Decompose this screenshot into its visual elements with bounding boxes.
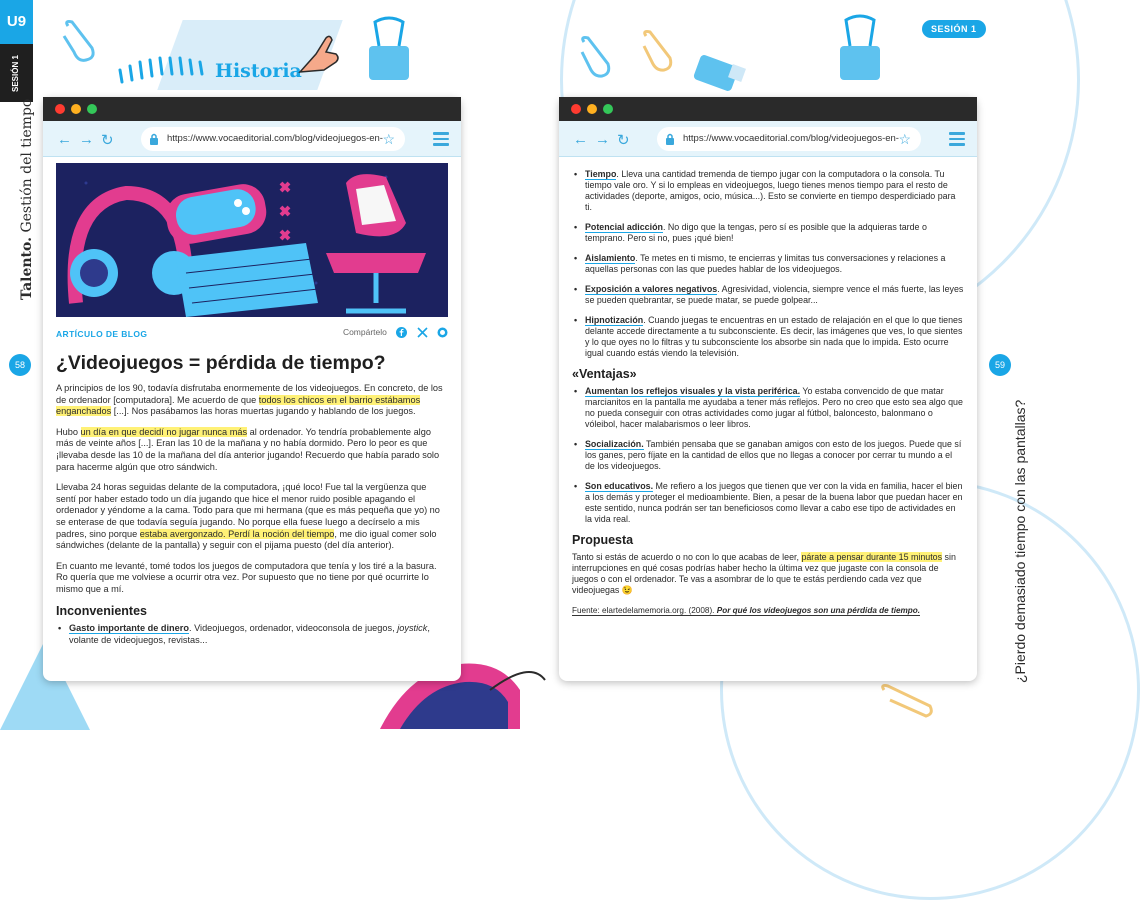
binder-clip-icon (835, 14, 885, 84)
right-side-title: ¿Pierdo demasiado tiempo con las pantallas? (1012, 399, 1028, 683)
list-item: • Gasto importante de dinero. Videojuegos, ordenador, videoconsola de juegos, joystick, volante de videojuegos, revistas... (56, 623, 448, 646)
dashes-decoration (118, 52, 208, 86)
highlighted-text: estaba avergonzado. Perdí la noción del tiempo (139, 528, 335, 539)
session-label: SESIÓN 1 (11, 55, 20, 92)
share-label: Compártelo (342, 327, 387, 337)
hero-illustration (56, 163, 448, 317)
reload-icon[interactable]: ↻ (101, 132, 114, 149)
highlighted-text: párate a pensar durante 15 minutos (801, 552, 943, 562)
list-item: • Exposición a valores negativos. Agresividad, violencia, siempre vence el más fuerte, las leyes se pueden quebrantar, se puede matar, se puede golpear... (572, 284, 964, 306)
close-dot[interactable] (55, 104, 65, 114)
highlighted-text: un día en que decidí no jugar nunca más (80, 426, 248, 437)
side-title-rest: Gestión del tiempo (19, 98, 35, 237)
article-paragraph: Llevaba 24 horas seguidas delante de la computadora, ¡qué loco! Fue tal la vergüenza que sentí por haber estado todo un día jugando que hice el menor ruido posible apagando el ordenador y yéndome a la cama. Todo para que mi hermana (que es más pequeña que yo) no se enterase de que todavía seguía jugando. No porque ella fuese luego a decírselo a mis padres, sino porque estaba avergonzado. Perdí la noción del tiempo, me dio igual comer solo sándwiches (delante de la pantalla) y seguir con el pijama puesto (del día anterior). (56, 482, 440, 551)
browser-window-right (559, 97, 977, 681)
propuesta-heading: Propuesta (572, 533, 634, 547)
list-item: • Tiempo. Lleva una cantidad tremenda de tiempo jugar con la computadora o la consola. Tu tiempo vale oro. Y si lo empleas en videojuegos, luego tienes menos tiempo para el resto de actividades (deporte, amigos, ocio, música...). Esto se convierte en tiempo desperdiciado para ti. (572, 169, 964, 213)
inconvenientes-list-continued (572, 169, 964, 359)
url-bar[interactable] (141, 127, 405, 151)
bookmark-star-icon[interactable]: ☆ (898, 131, 911, 147)
article-paragraph: A principios de los 90, todavía disfrutaba enormemente de los videojuegos. En concreto, de los de ordenador [computadora]. Me acuerdo de que todos los chicos en el barrio estábamos enganchados [...]. Nos pasábamos las horas muertas jugando y hablando de los juegos. (56, 383, 443, 417)
session-pill: SESIÓN 1 (922, 20, 986, 38)
pointing-hand-icon (296, 32, 342, 76)
browser-window-left (43, 97, 461, 681)
minimize-dot[interactable] (587, 104, 597, 114)
source-citation: Fuente: elartedelamemoria.org. (2008). Por qué los videojuegos son una pérdida de tiempo. (572, 606, 921, 615)
inconvenientes-heading: Inconvenientes (56, 603, 147, 618)
browser-titlebar (43, 97, 461, 121)
list-item: • Potencial adicción. No digo que la tengas, pero sí es posible que la adquieras tarde o temprano. Pero si no, pues ¡qué bien! (572, 222, 964, 244)
back-arrow-icon[interactable]: ← (573, 131, 588, 148)
paperclip-icon (60, 18, 100, 66)
list-item: • Socialización. También pensaba que se ganaban amigos con esto de los juegos. Puede que sí los ganes, pero fíjate en la cantidad de ellos que no llegas a conocer por cerrar tu mundo a el de los videojuegos. (572, 439, 964, 472)
session-strip (0, 44, 33, 102)
page-number-right: 59 (989, 354, 1011, 376)
lock-icon (149, 133, 159, 145)
paperclip-icon (880, 682, 936, 722)
lock-icon (665, 133, 675, 145)
gaming-setup-illustration (56, 163, 448, 317)
article-tag: ARTÍCULO DE BLOG (56, 329, 148, 339)
ventajas-list (572, 386, 964, 525)
forward-arrow-icon[interactable]: → (595, 131, 610, 148)
whatsapp-icon[interactable] (437, 327, 448, 338)
url-text: https://www.vocaeditorial.com/blog/videojuegos-en- (167, 133, 383, 144)
list-item: • Son educativos. Me refiero a los juegos que tienen que ver con la vida en familia, hacer el bien a los demás y proteger el medioambiente. Bien, a pesar de la buena labor que puedan hacer en este sentido, nunca podrán ser tan beneficiosos como llevar a cabo ese tipo de actividades en la vida real. (572, 481, 964, 525)
hamburger-menu-icon[interactable] (949, 132, 965, 146)
side-title (19, 99, 35, 300)
article-content (56, 163, 448, 655)
browser-titlebar (559, 97, 977, 121)
side-title-bold: Talento. (19, 237, 35, 300)
x-icon[interactable] (417, 327, 428, 338)
close-dot[interactable] (571, 104, 581, 114)
usb-drive-icon (690, 50, 750, 96)
share-row (343, 327, 448, 339)
browser-toolbar (43, 121, 461, 157)
propuesta-paragraph: Tanto si estás de acuerdo o no con lo que acabas de leer, párate a pensar durante 15 minutos sin interrupciones en qué cosas podrías haber hecho la última vez que jugaste con la consola de juegos o con el ordenador. Te vas a asombrar de lo que te estás perdiendo cada vez que videojuegas 😉 (572, 552, 956, 595)
list-item: • Hipnotización. Cuando juegas te encuentras en un estado de relajación en el que lo que tienes delante accede directamente a tu subconsciente. Es decir, las imágenes que ves, lo que sientes y lo que oyes no lo filtras y tu subconsciente los absorbe sin nada que lo impida. Esto ocurre igual cuando estás viendo la televisión. (572, 315, 964, 359)
article-meta (56, 325, 448, 345)
article-paragraph: Hubo un día en que decidí no jugar nunca más al ordenador. Yo tendría probablemente algo más de veinte años [...]. Eran las 10 de la mañana y no había dormido. Pero lo peor es que ¡llevaba desde las 10 de la mañana del día anterior jugando! Recuerdo que había parado solo para hacerme algún que otro sándwich. (56, 426, 440, 472)
maximize-dot[interactable] (603, 104, 613, 114)
maximize-dot[interactable] (87, 104, 97, 114)
reload-icon[interactable]: ↻ (617, 132, 630, 149)
ventajas-heading: «Ventajas» (572, 367, 637, 381)
url-text: https://www.vocaeditorial.com/blog/videojuegos-en- (683, 133, 899, 144)
inconvenientes-list (56, 623, 448, 646)
wink-emoji-icon: 😉 (621, 585, 633, 595)
list-item: • Aumentan los reflejos visuales y la vista periférica. Yo estaba convencido de que matar marcianitos en la pantalla me ayudaba a tener más reflejos. Pero no creo que esto sea algo que no pueda conseguir con otras actividades como jugar al fútbol, baloncesto, balonmano o vóleibol, hacer malabarismos o leer libros. (572, 386, 964, 430)
paperclip-icon (578, 36, 614, 80)
minimize-dot[interactable] (71, 104, 81, 114)
article-title: ¿Videojuegos = pérdida de tiempo? (56, 352, 386, 374)
url-bar[interactable] (657, 127, 921, 151)
unit-badge: U9 (0, 0, 33, 44)
article-content-continued (572, 169, 964, 616)
highlighted-text: todos los chicos en el barrio estábamos enganchados (56, 394, 421, 417)
forward-arrow-icon[interactable]: → (79, 131, 94, 148)
binder-clip-icon (365, 16, 413, 86)
browser-toolbar (559, 121, 977, 157)
facebook-icon[interactable] (396, 327, 407, 338)
section-title: Historia (215, 60, 302, 82)
paperclip-icon (640, 30, 676, 74)
hamburger-menu-icon[interactable] (433, 132, 449, 146)
list-item: • Aislamiento. Te metes en ti mismo, te encierras y limitas tus conversaciones y relaciones a aquellas personas con las que puedes hablar de los videojuegos. (572, 253, 964, 275)
bookmark-star-icon[interactable]: ☆ (382, 131, 395, 147)
page-number-left: 58 (9, 354, 31, 376)
back-arrow-icon[interactable]: ← (57, 131, 72, 148)
article-paragraph: En cuanto me levanté, tomé todos los juegos de computadora que tenía y los tiré a la basura. Ro quería que me volviese a ocurrir otra vez. Por supuesto que no tiene por qué ocurrirte lo mismo que a mí. (56, 560, 437, 594)
